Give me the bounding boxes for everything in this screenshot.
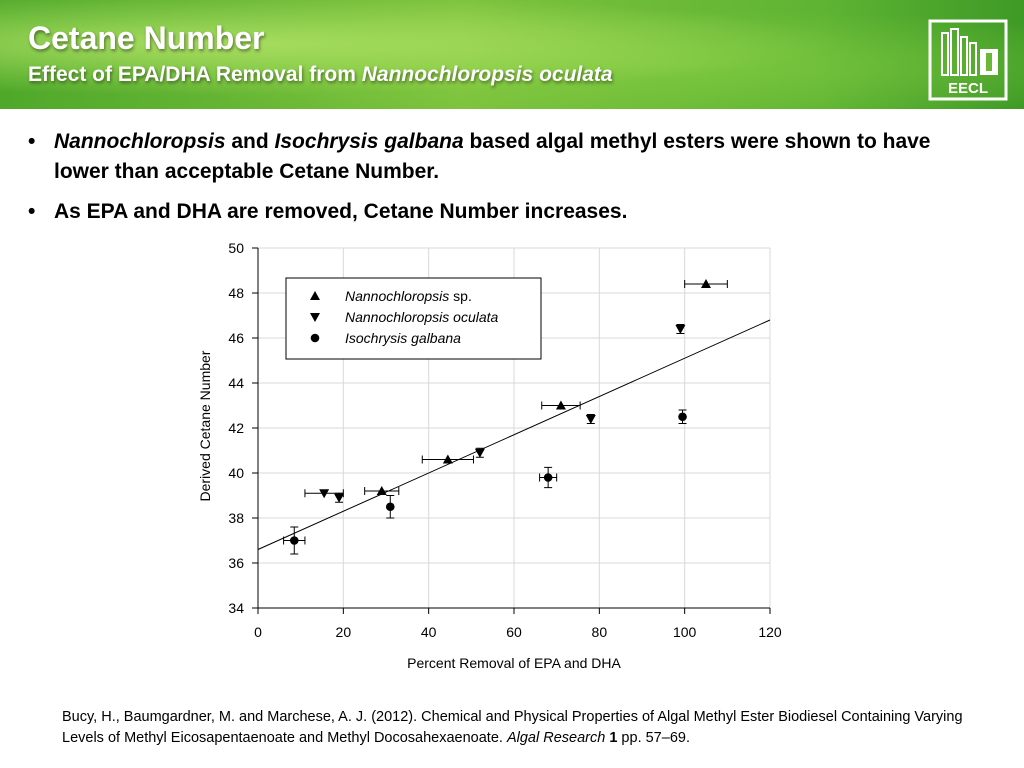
citation-volume: 1 — [609, 730, 618, 746]
y-tick-label: 38 — [228, 510, 244, 526]
bullet-dot: • — [28, 130, 36, 153]
y-tick-label: 50 — [228, 240, 244, 256]
y-tick-label: 34 — [228, 600, 244, 616]
citation-journal: Algal Research — [506, 730, 606, 746]
legend-label: Nannochloropsis oculata — [345, 309, 499, 325]
data-point — [678, 412, 687, 421]
y-tick-label: 44 — [228, 375, 244, 391]
legend-label: Isochrysis galbana — [345, 330, 461, 346]
subtitle-prefix: Effect of EPA/DHA Removal from — [28, 63, 362, 86]
series-circle — [284, 410, 687, 554]
subtitle-species: Nannochloropsis oculata — [361, 63, 613, 86]
y-tick-label: 48 — [228, 285, 244, 301]
data-point — [386, 502, 395, 511]
x-tick-label: 100 — [672, 624, 697, 640]
data-point — [675, 325, 685, 334]
x-tick-label: 40 — [420, 624, 437, 640]
species-isochrysis: Isochrysis galbana — [274, 130, 464, 153]
x-tick-label: 60 — [506, 624, 522, 640]
legend-marker — [311, 334, 320, 343]
species-nannochloropsis: Nannochloropsis — [54, 130, 226, 153]
y-tick-label: 42 — [228, 420, 244, 436]
legend — [286, 278, 541, 359]
y-tick-label: 36 — [228, 555, 244, 571]
slide-title: Cetane Number — [28, 20, 265, 56]
data-point — [475, 449, 485, 458]
legend-label: Nannochloropsis sp. — [345, 288, 472, 304]
x-tick-label: 0 — [254, 624, 262, 640]
citation-pages: pp. 57–69. — [617, 730, 690, 746]
y-tick-label: 46 — [228, 330, 244, 346]
y-axis-label: Derived Cetane Number — [197, 350, 213, 502]
data-point — [586, 415, 596, 424]
bullet-text: based algal methyl esters were shown to have lower than acceptable Cetane Number. — [54, 130, 931, 183]
data-point — [334, 494, 344, 503]
x-tick-label: 20 — [335, 624, 352, 640]
citation-text: Bucy, H., Baumgardner, M. and Marchese, A. J. (2012). Chemical and Physical Properties of Algal Methyl Ester Biodiesel Containing Varying Levels of Methyl Eicosapentaenoate and Methyl Docosahexaenoate. — [62, 709, 963, 746]
data-point — [290, 536, 299, 545]
bullet-dot: • — [28, 200, 36, 223]
y-tick-label: 40 — [228, 465, 244, 481]
logo-text: EECL — [947, 80, 989, 97]
data-point — [544, 473, 553, 482]
x-axis-label: Percent Removal of EPA and DHA — [407, 655, 621, 671]
citation — [62, 707, 992, 749]
bullet-and: and — [225, 130, 275, 153]
bullet-text: As EPA and DHA are removed, Cetane Number increases. — [54, 200, 628, 223]
x-tick-label: 80 — [591, 624, 608, 640]
x-tick-label: 120 — [758, 624, 782, 640]
